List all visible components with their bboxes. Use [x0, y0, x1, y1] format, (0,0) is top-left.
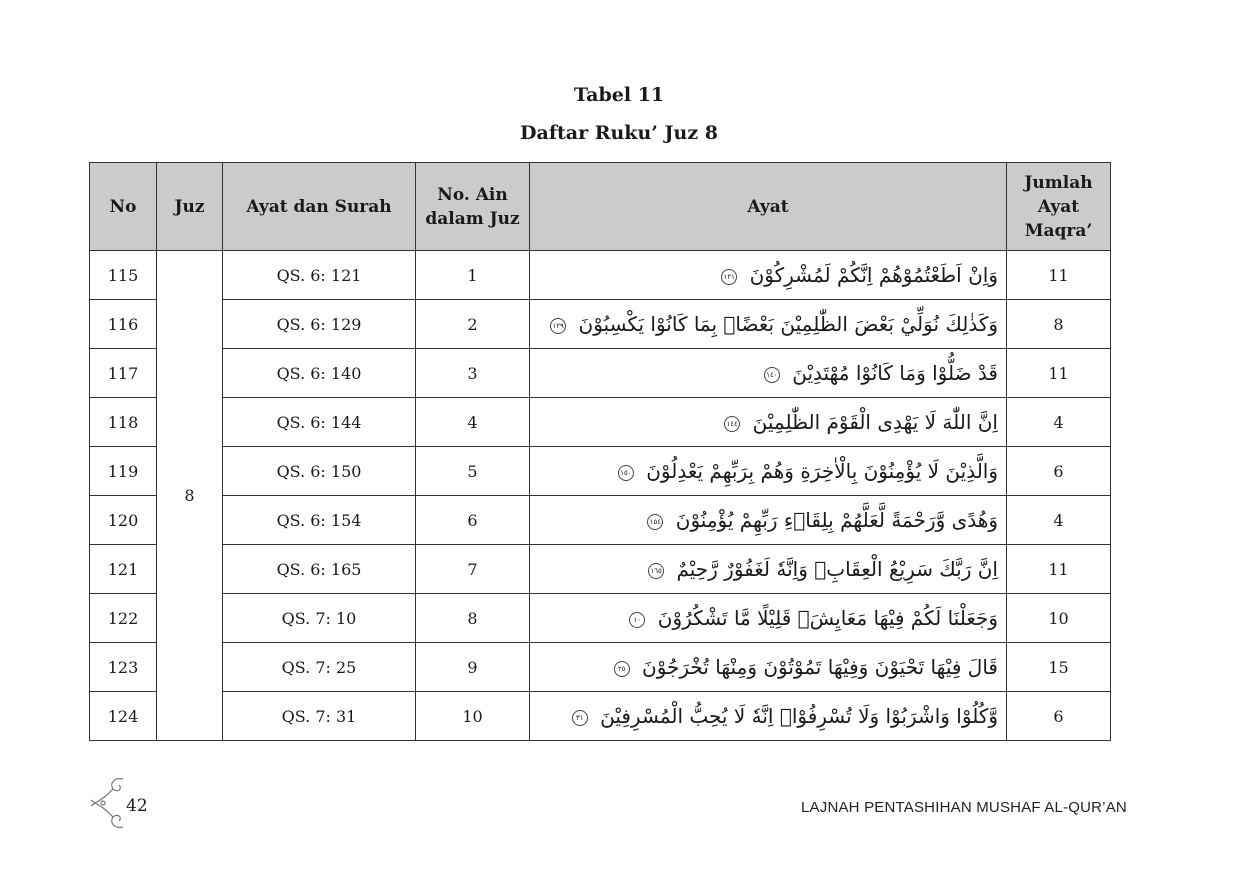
ayah-end-marker: ١٤٤	[724, 416, 740, 432]
ayat-text: قَالَ فِيْهَا تَحْيَوْنَ وَفِيْهَا تَمُوْتُوْنَ وَمِنْهَا تُخْرَجُوْنَ	[642, 655, 998, 679]
row-no: 120	[90, 496, 157, 545]
table-subtitle: Daftar Ruku’ Juz 8	[520, 122, 718, 144]
row-ain: 1	[416, 251, 530, 300]
row-ayat	[530, 496, 1007, 545]
table-row	[90, 643, 1111, 692]
row-ayat	[530, 349, 1007, 398]
table-row	[90, 300, 1111, 349]
ayah-end-marker: ٢٥	[614, 661, 630, 677]
ayah-end-marker: ١٢١	[721, 269, 737, 285]
ayah-end-marker: ١٢٩	[550, 318, 566, 334]
row-jumlah: 8	[1007, 300, 1111, 349]
row-no: 119	[90, 447, 157, 496]
ayat-text: وَالَّذِيْنَ لَا يُؤْمِنُوْنَ بِالْاٰخِرَةِ وَهُمْ بِرَبِّهِمْ يَعْدِلُوْنَ	[646, 459, 998, 483]
ruku-table	[89, 162, 1111, 741]
row-ain: 2	[416, 300, 530, 349]
ayat-text: قَدْ ضَلُّوْا وَمَا كَانُوْا مُهْتَدِيْنَ	[792, 361, 998, 385]
row-surah: QS. 7: 25	[223, 643, 416, 692]
table-row	[90, 447, 1111, 496]
header-juz: Juz	[157, 163, 223, 251]
ayah-end-marker: ٣١	[572, 710, 588, 726]
ayat-text: وَّكُلُوْا وَاشْرَبُوْا وَلَا تُسْرِفُوْاۚ اِنَّهٗ لَا يُحِبُّ الْمُسْرِفِيْنَ	[600, 704, 998, 728]
table-row	[90, 251, 1111, 300]
row-surah: QS. 6: 129	[223, 300, 416, 349]
row-ayat	[530, 692, 1007, 741]
row-jumlah: 11	[1007, 251, 1111, 300]
row-no: 124	[90, 692, 157, 741]
row-ain: 9	[416, 643, 530, 692]
row-no: 115	[90, 251, 157, 300]
row-jumlah: 4	[1007, 496, 1111, 545]
ayah-end-marker: ١٥٤	[647, 514, 663, 530]
row-jumlah: 15	[1007, 643, 1111, 692]
row-ayat	[530, 545, 1007, 594]
row-no: 117	[90, 349, 157, 398]
row-ain: 7	[416, 545, 530, 594]
row-ayat	[530, 251, 1007, 300]
ayat-text: وَكَذٰلِكَ نُوَلِّيْ بَعْضَ الظّٰلِمِيْنَ بَعْضًاۢ بِمَا كَانُوْا يَكْسِبُوْنَ	[578, 312, 998, 336]
row-surah: QS. 6: 154	[223, 496, 416, 545]
ayat-text: اِنَّ رَبَّكَ سَرِيْعُ الْعِقَابِۖ وَاِنَّهٗ لَغَفُوْرٌ رَّحِيْمٌ	[676, 557, 998, 581]
ayat-text: وَاِنْ اَطَعْتُمُوْهُمْ اِنَّكُمْ لَمُشْرِكُوْنَ	[749, 263, 998, 287]
row-ain: 8	[416, 594, 530, 643]
ayah-end-marker: ١٥٠	[618, 465, 634, 481]
row-surah: QS. 6: 165	[223, 545, 416, 594]
ayah-end-marker: ١٦٥	[648, 563, 664, 579]
row-surah: QS. 6: 140	[223, 349, 416, 398]
row-ayat	[530, 398, 1007, 447]
row-jumlah: 11	[1007, 349, 1111, 398]
row-jumlah: 6	[1007, 447, 1111, 496]
juz-cell: 8	[157, 251, 223, 741]
header-jumlah: Jumlah Ayat Maqra’	[1007, 163, 1111, 251]
row-surah: QS. 6: 150	[223, 447, 416, 496]
row-jumlah: 10	[1007, 594, 1111, 643]
footer-publisher: LAJNAH PENTASHIHAN MUSHAF AL-QUR’AN	[801, 799, 1127, 816]
row-jumlah: 6	[1007, 692, 1111, 741]
ornament-icon	[89, 773, 129, 833]
row-ayat	[530, 447, 1007, 496]
row-no: 121	[90, 545, 157, 594]
header-row	[90, 163, 1111, 251]
table-row	[90, 692, 1111, 741]
row-ain: 3	[416, 349, 530, 398]
row-ain: 10	[416, 692, 530, 741]
row-no: 122	[90, 594, 157, 643]
table-row	[90, 398, 1111, 447]
row-surah: QS. 7: 10	[223, 594, 416, 643]
header-no-ain: No. Ain dalam Juz	[416, 163, 530, 251]
row-ain: 4	[416, 398, 530, 447]
table-row	[90, 545, 1111, 594]
row-no: 116	[90, 300, 157, 349]
table-row	[90, 594, 1111, 643]
row-ayat	[530, 643, 1007, 692]
row-surah: QS. 6: 144	[223, 398, 416, 447]
table-row	[90, 496, 1111, 545]
row-ayat	[530, 300, 1007, 349]
row-no: 118	[90, 398, 157, 447]
ayat-text: وَجَعَلْنَا لَكُمْ فِيْهَا مَعَايِشَۗ قَلِيْلًا مَّا تَشْكُرُوْنَ	[657, 606, 998, 630]
table-row	[90, 349, 1111, 398]
page-number: 42	[126, 796, 148, 816]
row-no: 123	[90, 643, 157, 692]
ayah-end-marker: ١٠	[629, 612, 645, 628]
row-jumlah: 4	[1007, 398, 1111, 447]
header-ayat-dan-surah: Ayat dan Surah	[223, 163, 416, 251]
row-jumlah: 11	[1007, 545, 1111, 594]
row-surah: QS. 6: 121	[223, 251, 416, 300]
ayat-text: وَهُدًى وَّرَحْمَةً لَّعَلَّهُمْ بِلِقَاۤءِ رَبِّهِمْ يُؤْمِنُوْنَ	[675, 508, 998, 532]
table-title: Tabel 11	[573, 84, 665, 106]
row-ain: 5	[416, 447, 530, 496]
ayat-text: اِنَّ اللّٰهَ لَا يَهْدِى الْقَوْمَ الظّٰلِمِيْنَ	[752, 410, 998, 434]
row-surah: QS. 7: 31	[223, 692, 416, 741]
ayah-end-marker: ١٤٠	[764, 367, 780, 383]
row-ayat	[530, 594, 1007, 643]
header-no: No	[90, 163, 157, 251]
row-ain: 6	[416, 496, 530, 545]
header-ayat: Ayat	[530, 163, 1007, 251]
